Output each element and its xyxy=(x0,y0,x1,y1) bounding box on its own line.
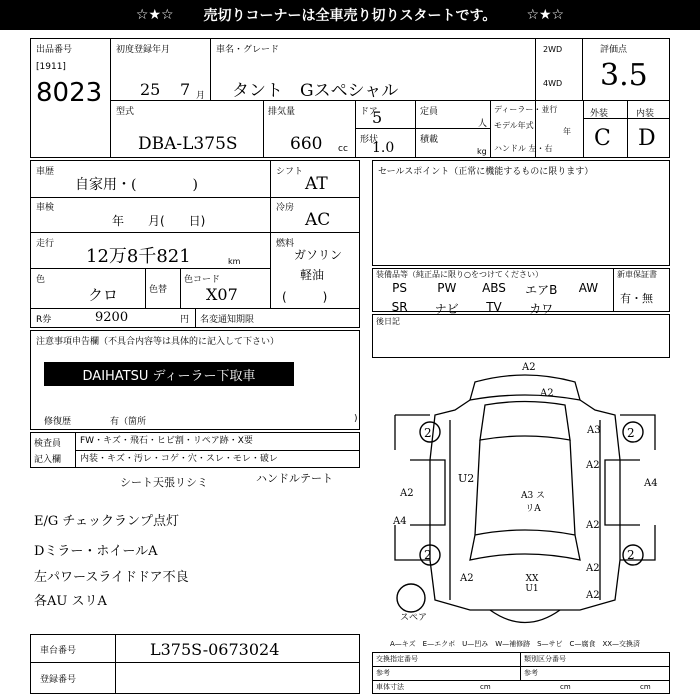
reg-month-unit: 月 xyxy=(196,91,206,101)
equipment-tv: TV xyxy=(486,300,502,314)
banner-stars-left: ☆★☆ xyxy=(135,7,174,23)
mileage-unit: km xyxy=(228,257,241,266)
lot-label: 出品番号 xyxy=(36,45,73,55)
dealer-label: ディーラー・並行 xyxy=(494,105,558,114)
recycle-value: 9200 xyxy=(95,310,129,325)
damage-mark-roof: A3 スリA xyxy=(520,491,546,514)
wheel-mark-rear-right: 2 xyxy=(627,548,635,562)
score-label: 評価点 xyxy=(600,45,628,55)
inspector-label-2: 記入欄 xyxy=(34,455,62,465)
spec-label-5: 車体寸法 xyxy=(376,683,404,691)
reg-year: 25 xyxy=(140,80,161,99)
chassis-value: L375S-0673024 xyxy=(150,640,280,659)
handwritten-note-4: 各AU スリA xyxy=(34,594,107,609)
damage-mark-right-side: A4 xyxy=(644,478,658,489)
load-unit: kg xyxy=(477,147,487,156)
displacement-unit: cc xyxy=(338,144,348,154)
wheel-mark-front-right: 2 xyxy=(627,426,635,440)
displacement-label: 排気量 xyxy=(268,107,296,117)
fuel-other: ( ) xyxy=(282,290,328,304)
equipment-navi: ナビ xyxy=(434,302,459,316)
capacity-label: 定員 xyxy=(420,107,439,117)
load-label: 積載 xyxy=(420,135,439,145)
mileage-label: 走行 xyxy=(36,239,55,249)
damage-mark-rear-gate: XX U1 xyxy=(525,574,539,594)
inspector-row-1: FW・キズ・飛石・ヒビ割・リペア跡・X要 xyxy=(80,436,253,446)
shape-value: 1.0 xyxy=(372,140,395,156)
damage-mark-hood: A2 xyxy=(540,388,554,399)
warranty-label: 新車保証書 xyxy=(617,270,657,279)
history-label: 車歴 xyxy=(36,167,55,177)
inspector-row-2: 内装・キズ・汚レ・コゲ・穴・スレ・モレ・破レ xyxy=(80,454,278,464)
equipment-aw: AW xyxy=(578,281,599,295)
inspector-hand-1: シート天張リシミ xyxy=(120,476,208,489)
damage-legend: A—キズ E—エクボ U—凹み W—補修跡 S—サビ C—腐食 XX—交換済 xyxy=(390,640,641,648)
interior-value: D xyxy=(638,126,656,151)
recycle-label: R券 xyxy=(36,315,52,325)
reg-label: 初度登録年月 xyxy=(116,45,171,55)
repair-value: 有（箇所 xyxy=(110,417,147,427)
banner-stars-right: ☆★☆ xyxy=(526,7,565,23)
damage-mark-right-fender: A3 xyxy=(587,425,601,436)
exterior-label: 外装 xyxy=(590,109,609,119)
door-value: 5 xyxy=(372,108,383,127)
model-value: DBA-L375S xyxy=(138,134,238,154)
sales-label: セールスポイント（正常に機能するものに限ります） xyxy=(378,167,594,177)
dealer-stamp-text: DAIHATSU ディーラー下取車 xyxy=(82,368,256,384)
notes-label: 注意事項申告欄（不具合内容等は具体的に記入して下さい） xyxy=(36,337,280,347)
damage-mark-right-rear-door: A2 xyxy=(586,520,600,531)
wheel-mark-front-left: 2 xyxy=(424,426,432,440)
model-year-label: モデル年式 xyxy=(494,121,534,130)
equipment-label: 装備品等（純正品に限り○をつけてください） xyxy=(376,270,543,279)
equipment-pw: PW xyxy=(437,281,457,295)
color-change-label: 色替 xyxy=(149,285,168,295)
spec-unit-3: cm xyxy=(640,683,651,691)
handwritten-note-1: E/G チェックランプ点灯 xyxy=(34,514,179,529)
registration-label: 登録番号 xyxy=(40,675,77,685)
lot-number: 8023 xyxy=(36,78,103,108)
exterior-value: C xyxy=(594,126,611,151)
inspector-label-1: 検査員 xyxy=(34,439,62,449)
spec-label-1: 交換指定番号 xyxy=(376,655,418,663)
damage-mark-rear-bumper-right: A2 xyxy=(586,590,600,601)
equipment-grid xyxy=(376,281,612,317)
color-label: 色 xyxy=(36,275,46,285)
ac-value: AC xyxy=(305,210,331,230)
spec-label-2: 参考 xyxy=(376,669,390,677)
damage-mark-rear-right: A2 xyxy=(586,563,600,574)
repair-close: ) xyxy=(354,414,358,424)
spec-unit-2: cm xyxy=(560,683,571,691)
spec-unit-1: cm xyxy=(480,683,491,691)
drive-2wd: 2WD xyxy=(543,45,563,54)
ac-label: 冷房 xyxy=(276,203,295,213)
shape-label: 形状 xyxy=(360,135,379,145)
shift-label: シフト xyxy=(276,167,304,177)
banner-text: 売切りコーナーは全車売り切りスタートです。 xyxy=(203,8,497,24)
interior-label: 内装 xyxy=(636,109,655,119)
equipment-leather: カワ xyxy=(529,302,554,316)
door-label: ドア xyxy=(360,107,378,117)
fuel-gas: ガソリン xyxy=(294,248,343,262)
handwritten-note-3: 左パワースライドドア不良 xyxy=(34,570,189,585)
damage-mark-left-side-1: A2 xyxy=(400,488,414,499)
spec-label-4: 参考 xyxy=(524,669,538,677)
damage-mark-rear-left: A2 xyxy=(460,573,474,584)
drive-4wd: 4WD xyxy=(543,79,563,88)
spare-label: スペア xyxy=(400,613,428,623)
top-banner xyxy=(0,0,700,30)
equipment-abs: ABS xyxy=(482,281,506,295)
equipment-airbag: エアB xyxy=(525,283,558,297)
inspector-hand-2: ハンドルテート xyxy=(256,472,333,485)
spec-label-3: 類別区分番号 xyxy=(524,655,566,663)
after-label: 後日記 xyxy=(376,317,400,326)
damage-mark-front: A2 xyxy=(522,362,536,373)
history-value: 自家用・( ) xyxy=(75,177,198,193)
damage-mark-left-door: U2 xyxy=(458,472,475,485)
equipment-sr: SR xyxy=(391,300,408,314)
damage-mark-right-front-door: A2 xyxy=(586,460,600,471)
color-code-value: X07 xyxy=(206,285,238,304)
mileage-value: 12万8千821 xyxy=(86,246,191,267)
dealer-stamp xyxy=(44,362,294,386)
recycle-unit: 円 xyxy=(180,315,190,325)
inspection-value: 年 月( 日) xyxy=(112,214,206,228)
lot-code: [1911] xyxy=(36,62,66,72)
shift-value: AT xyxy=(305,174,328,194)
damage-mark-left-side-2: A4 xyxy=(393,516,407,527)
name-value: タント Gスペシャル xyxy=(232,81,399,101)
fuel-label: 燃料 xyxy=(276,239,295,249)
handle-label: ハンドル 左・右 xyxy=(494,144,553,153)
color-value: クロ xyxy=(88,286,119,304)
repair-label: 修復歴 xyxy=(44,417,72,427)
model-label: 型式 xyxy=(116,107,135,117)
wheel-mark-rear-left: 2 xyxy=(424,548,432,562)
score-value: 3.5 xyxy=(600,58,648,93)
displacement-value: 660 xyxy=(290,134,323,154)
notice-label: 名変通知期限 xyxy=(200,315,255,325)
model-year-unit: 年 xyxy=(563,127,571,136)
capacity-unit: 人 xyxy=(478,119,488,129)
chassis-label: 車台番号 xyxy=(40,646,77,656)
after-notes-block xyxy=(372,314,670,358)
fuel-diesel: 軽油 xyxy=(300,268,325,282)
warranty-value: 有・無 xyxy=(620,292,653,305)
reg-month: 7 xyxy=(180,80,191,99)
name-label: 車名・グレード xyxy=(216,45,280,55)
equipment-ps: PS xyxy=(392,281,408,295)
inspection-label: 車検 xyxy=(36,203,55,213)
handwritten-note-2: Dミラー・ホイールA xyxy=(34,544,158,559)
color-code-label: 色コード xyxy=(184,275,221,285)
